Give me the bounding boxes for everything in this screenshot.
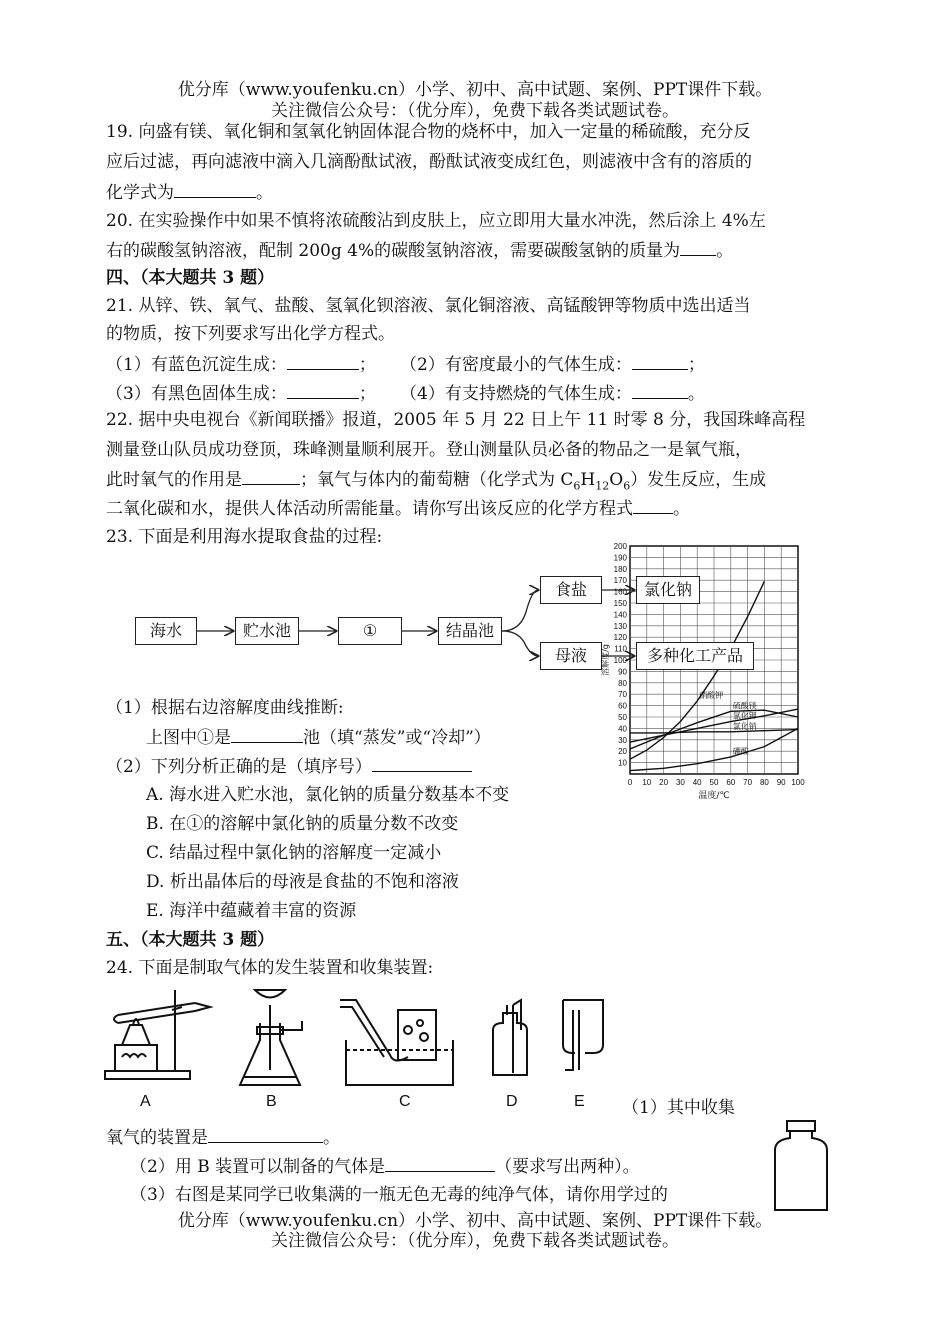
q23-option-c: C. 结晶过程中氯化钠的溶解度一定减小 [146,843,442,863]
chart-series-label: 硫酸镁 [732,701,757,711]
flow-chem-products: 多种化工产品 [636,642,754,670]
chart-y-tick: 180 [613,564,627,574]
q24-sub-1a: （1）其中收集 [622,1098,735,1118]
chart-y-tick: 120 [613,633,627,643]
apparatus-label-b: B [266,1093,277,1110]
chart-y-tick: 40 [618,724,627,734]
chart-x-tick: 50 [709,778,719,787]
chart-x-tick: 20 [659,778,669,787]
q22-line-2: 测量登山队员成功登顶，珠峰测量顺利展开。登山测量队员必备的物品之一是氧气瓶， [106,440,752,460]
chart-y-tick: 30 [618,735,627,745]
q23-option-b: B. 在①的溶解中氯化钠的质量分数不改变 [146,814,459,834]
q22-line-4: 二氧化碳和水，提供人体活动所需能量。请你写出该反应的化学方程式 。 [106,499,690,519]
flow-pond: 贮水池 [235,617,299,645]
chart-y-tick: 130 [613,621,627,631]
q24-1-blank[interactable] [208,1127,323,1143]
q21-part-1: （1）有蓝色沉淀生成： ； [106,355,376,375]
q23-option-d: D. 析出晶体后的母液是食盐的不饱和溶液 [146,872,459,892]
chart-x-tick: 70 [743,778,753,787]
q24-line-1: 24. 下面是制取气体的发生装置和收集装置: [106,958,434,978]
q23-sub-1: （1）根据右边溶解度曲线推断: [106,698,344,718]
gas-jar-illustration [770,1118,832,1214]
q19-line-3: 化学式为 。 [106,183,273,203]
apparatus-e [563,1000,603,1070]
chart-y-tick: 190 [613,553,627,563]
q23-line-1: 23. 下面是利用海水提取食盐的过程: [106,527,383,547]
apparatus-label-e: E [574,1093,585,1110]
chart-y-tick: 160 [613,587,627,597]
chart-series-label: 硼酸 [732,746,749,756]
q21-part-4: （4）有支持燃烧的气体生成： 。 [400,384,705,404]
apparatus-d [493,1000,527,1075]
chart-series-label: 氯化钠 [732,721,757,731]
q23-option-a: A. 海水进入贮水池，氯化钠的质量分数基本不变 [146,785,510,805]
apparatus-a [105,990,210,1079]
header-line-1: 优分库（www.youfenku.cn）小学、初中、高中试题、案例、PPT课件下载。 [177,80,773,100]
flow-mother-liquor: 母液 [540,642,602,670]
chart-x-tick: 30 [675,778,685,787]
q23-option-e: E. 海洋中蕴藏着丰富的资源 [146,901,357,921]
chart-y-tick: 60 [618,701,627,711]
q21-part-2: （2）有密度最小的气体生成： ； [400,355,705,375]
apparatus-label-c: C [399,1093,411,1110]
chart-y-tick: 110 [614,644,627,654]
header-line-2: 关注微信公众号：（优分库），免费下载各类试题试卷。 [271,101,679,121]
apparatus-b [240,990,302,1085]
q24-sub-2: （2）用 B 装置可以制备的气体是 （要求写出两种）。 [130,1157,640,1177]
chart-x-tick: 100 [791,778,805,787]
chart-y-tick: 80 [618,678,627,688]
q21-line-2: 的物质，按下列要求写出化学方程式。 [106,324,395,344]
chart-x-label: 温度/℃ [698,791,730,800]
chart-y-tick: 50 [618,713,627,722]
q19-line-1: 19. 向盛有镁、氧化铜和氢氧化钠固体混合物的烧杯中，加入一定量的稀硫酸，充分反 [106,122,751,142]
chart-x-tick: 0 [627,778,633,787]
flow-nacl: 氯化钠 [636,576,700,604]
chart-x-tick: 40 [692,778,702,787]
q24-2-blank[interactable] [385,1156,495,1172]
flow-salt: 食盐 [540,576,602,604]
chart-x-tick: 10 [642,778,652,787]
chart-y-tick: 200 [613,542,627,551]
apparatus-illustration [100,985,620,1095]
section-4-title: 四、（本大题共 3 题） [106,268,275,288]
chart-y-tick: 20 [618,747,627,757]
chart-y-tick: 100 [613,656,627,665]
chart-y-tick: 170 [613,576,627,586]
q23-2-blank[interactable] [372,756,472,772]
q24-sub-1b: 氧气的装置是 。 [106,1128,340,1148]
chart-y-tick: 70 [618,690,627,700]
chart-x-tick: 90 [776,778,786,787]
q23-sub-2: （2）下列分析正确的是（填序号） [106,756,472,777]
chart-y-tick: 10 [618,758,627,768]
q21-part-3: （3）有黑色固体生成： ； [106,384,376,404]
flow-crystal: 结晶池 [438,617,502,645]
chart-x-tick: 80 [759,778,769,787]
footer-line-2: 关注微信公众号：（优分库），免费下载各类试题试卷。 [271,1231,679,1251]
chart-y-tick: 140 [613,610,627,620]
q20-line-2: 右的碳酸氢钠溶液，配制 200g 4%的碳酸氢钠溶液，需要碳酸氢钠的质量为 。 [106,241,734,261]
chart-y-tick: 150 [613,599,627,608]
q23-sub-1b: 上图中①是 池（填“蒸发”或“冷却”） [146,728,491,748]
chart-series-label: 氯化钾 [732,711,757,721]
chart-y-label: 溶解度/g [601,644,610,676]
q22-line-3: 此时氧气的作用是 ；氧气与体内的葡萄糖（化学式为 $C_6H_{12}O_6$）发生反应，生成 [106,470,767,493]
q23-1-blank[interactable] [231,727,303,743]
apparatus-label-a: A [140,1093,151,1110]
section-5-title: 五、（本大题共 3 题） [106,930,275,950]
q20-line-1: 20. 在实验操作中如果不慎将浓硫酸沾到皮肤上，应立即用大量水冲洗，然后涂上 4%左 [106,211,766,231]
q24-sub-3: （3）右图是某同学已收集满的一瓶无色无毒的纯净气体，请你用学过的 [130,1185,668,1205]
chart-x-tick: 60 [726,778,736,787]
apparatus-c [340,1000,453,1085]
q22-line-1: 22. 据中央电视台《新闻联播》报道，2005 年 5 月 22 日上午 11 时零 8 分，我国珠峰高程 [106,410,806,430]
q19-line-2: 应后过滤，再向滤液中滴入几滴酚酞试液，酚酞试液变成红色，则滤液中含有的溶质的 [106,152,752,172]
flow-step-1: ① [338,617,402,645]
footer-line-1: 优分库（www.youfenku.cn）小学、初中、高中试题、案例、PPT课件下载。 [177,1211,773,1231]
flow-seawater: 海水 [135,617,197,645]
q21-line-1: 21. 从锌、铁、氧气、盐酸、氢氧化钡溶液、氯化铜溶液、高锰酸钾等物质中选出适当 [106,296,751,316]
chart-y-tick: 90 [618,667,627,677]
apparatus-label-d: D [506,1093,518,1110]
chart-series-label: 硝酸钾 [699,691,724,701]
